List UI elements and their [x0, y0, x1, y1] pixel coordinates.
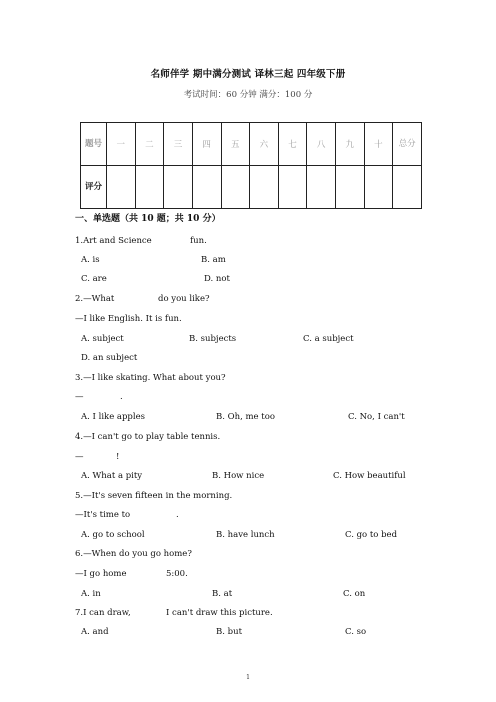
- q2-stem-b: do you like?: [158, 294, 210, 304]
- q4-answer-dash: —: [75, 452, 84, 462]
- q3-stem: 3.—I like skating. What about you?: [75, 373, 226, 383]
- q2-option-d: D. an subject: [81, 353, 138, 363]
- q2-option-c: C. a subject: [303, 334, 354, 344]
- q5-answer-a: —It's time to: [75, 510, 131, 520]
- q7-stem-b: I can't draw this picture.: [166, 608, 273, 618]
- col-3: 三: [164, 123, 193, 166]
- q7-stem-a: 7.I can draw,: [75, 608, 131, 618]
- q1-option-a: A. is: [81, 255, 100, 265]
- q1-option-b: B. am: [201, 255, 226, 265]
- col-6: 六: [250, 123, 279, 166]
- q6-answer-end: 5:00.: [166, 569, 188, 579]
- score-table-row-score: [81, 166, 422, 209]
- q3-option-a: A. I like apples: [81, 412, 145, 422]
- row-label-number: 题号: [81, 123, 107, 166]
- score-cell: [164, 166, 193, 209]
- score-cell: [278, 166, 307, 209]
- q5-option-b: B. have lunch: [216, 530, 275, 540]
- q2-option-b: B. subjects: [189, 334, 237, 344]
- q2-answer-line: —I like English. It is fun.: [75, 314, 182, 324]
- score-cell: [336, 166, 365, 209]
- q5-answer-end: .: [176, 510, 179, 520]
- score-cell: [250, 166, 279, 209]
- q6-stem: 6.—When do you go home?: [75, 549, 192, 559]
- col-7: 七: [278, 123, 307, 166]
- score-cell: [364, 166, 393, 209]
- q4-option-c: C. How beautiful: [333, 471, 406, 481]
- page-title: 名师伴学 期中满分测试 译林三起 四年级下册: [150, 69, 346, 80]
- q1-option-d: D. not: [204, 274, 230, 284]
- score-cell: [307, 166, 336, 209]
- page-number: 1: [246, 674, 250, 681]
- section-heading: 一、单选题（共 10 题；共 10 分）: [75, 214, 221, 224]
- col-1: 一: [107, 123, 136, 166]
- col-4: 四: [192, 123, 221, 166]
- q4-option-b: B. How nice: [212, 471, 265, 481]
- q5-stem: 5.—It's seven fifteen in the morning.: [75, 491, 233, 501]
- q1-stem-a: 1.Art and Science: [75, 236, 152, 246]
- q4-stem: 4.—I can't go to play table tennis.: [75, 432, 221, 442]
- q5-option-a: A. go to school: [81, 530, 145, 540]
- score-cell: [135, 166, 164, 209]
- score-table: [80, 122, 422, 209]
- col-5: 五: [221, 123, 250, 166]
- q4-answer-end: !: [116, 452, 120, 462]
- q2-stem-a: 2.—What: [75, 294, 115, 304]
- q6-option-c: C. on: [343, 589, 366, 599]
- q7-option-c: C. so: [345, 627, 367, 637]
- q6-option-b: B. at: [212, 589, 233, 599]
- q6-answer-a: —I go home: [75, 569, 127, 579]
- q7-option-b: B. but: [216, 627, 242, 637]
- score-cell-total: [393, 166, 422, 209]
- q3-option-b: B. Oh, me too: [216, 412, 275, 422]
- col-2: 二: [135, 123, 164, 166]
- score-cell: [192, 166, 221, 209]
- exam-info: 考试时间：60 分钟 满分：100 分: [183, 90, 313, 100]
- row-label-score: 评分: [81, 166, 107, 209]
- score-table-row-number: [81, 123, 422, 166]
- q7-option-a: A. and: [81, 627, 109, 637]
- score-cell: [107, 166, 136, 209]
- q6-option-a: A. in: [81, 589, 101, 599]
- score-cell: [221, 166, 250, 209]
- col-8: 八: [307, 123, 336, 166]
- q1-stem-b: fun.: [190, 236, 207, 246]
- col-10: 十: [364, 123, 393, 166]
- q3-option-c: C. No, I can't: [348, 412, 405, 422]
- col-total: 总分: [393, 123, 422, 166]
- q5-option-c: C. go to bed: [345, 530, 398, 540]
- q3-answer-end: .: [120, 392, 123, 402]
- q4-option-a: A. What a pity: [81, 471, 143, 481]
- q1-option-c: C. are: [81, 274, 107, 284]
- q3-answer-dash: —: [75, 392, 84, 402]
- q2-option-a: A. subject: [81, 334, 124, 344]
- col-9: 九: [336, 123, 365, 166]
